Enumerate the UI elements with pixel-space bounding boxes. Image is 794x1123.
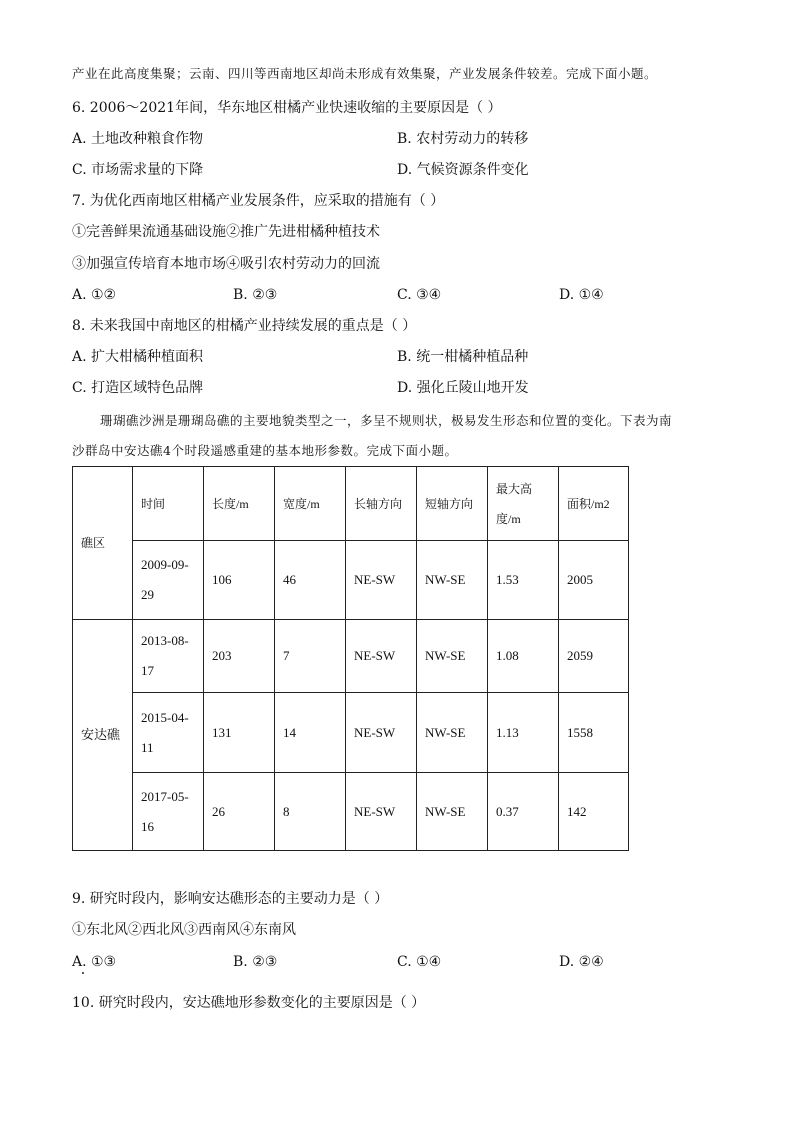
q7-option-c: C. ③④ (397, 287, 442, 303)
row-2-long-axis: NE-SW (346, 620, 417, 693)
region-header-cell: 礁区 (73, 467, 133, 620)
row-1-long-axis: NE-SW (346, 541, 417, 620)
table-row (73, 541, 629, 620)
header-max-height: 最大高度/m (488, 467, 559, 541)
row-2-width: 7 (275, 620, 346, 693)
question-9-stem: 9. 研究时段内，影响安达礁形态的主要动力是（ ） (72, 891, 389, 907)
header-length: 长度/m (204, 467, 275, 541)
intro-paragraph-2-line-1: 珊瑚礁沙洲是珊瑚岛礁的主要地貌类型之一，多呈不规则状，极易发生形态和位置的变化。下表为南 (100, 413, 673, 428)
table-header-row (73, 467, 629, 541)
q7-option-a: A. ①② (72, 287, 117, 303)
row-4-long-axis: NE-SW (346, 773, 417, 851)
row-4-time: 2017-05-16 (133, 773, 204, 851)
row-2-area: 2059 (559, 620, 629, 693)
table-row (73, 773, 629, 851)
question-6-stem: 6. 2006～2021年间，华东地区柑橘产业快速收缩的主要原因是（ ） (72, 100, 502, 116)
row-4-length: 26 (204, 773, 275, 851)
header-time: 时间 (133, 467, 204, 541)
q8-option-d: D. 强化丘陵山地开发 (397, 380, 529, 396)
q7-option-b: B. ②③ (233, 287, 278, 303)
question-7-stem: 7. 为优化西南地区柑橘产业发展条件，应采取的措施有（ ） (72, 193, 445, 209)
table-row (73, 693, 629, 773)
row-2-length: 203 (204, 620, 275, 693)
row-1-time: 2009-09-29 (133, 541, 204, 620)
region-name-cell: 安达礁 (73, 620, 133, 851)
reef-parameter-table (72, 466, 629, 851)
row-2-short-axis: NW-SE (417, 620, 488, 693)
q8-option-b: B. 统一柑橘种植品种 (397, 349, 529, 365)
row-3-time: 2015-04-11 (133, 693, 204, 773)
q8-option-a: A. 扩大柑橘种植面积 (72, 349, 204, 365)
header-short-axis: 短轴方向 (417, 467, 488, 541)
question-8-stem: 8. 未来我国中南地区的柑橘产业持续发展的重点是（ ） (72, 318, 417, 334)
row-3-short-axis: NW-SE (417, 693, 488, 773)
header-area: 面积/m2 (559, 467, 629, 541)
row-3-long-axis: NE-SW (346, 693, 417, 773)
row-1-length: 106 (204, 541, 275, 620)
row-4-width: 8 (275, 773, 346, 851)
q6-option-a: A. 土地改种粮食作物 (72, 131, 204, 147)
q7-items-line-2: ③加强宣传培育本地市场④吸引农村劳动力的回流 (72, 256, 380, 272)
row-2-max-height: 1.08 (488, 620, 559, 693)
q9-option-a: A. ①③ (72, 954, 117, 970)
row-2-time: 2013-08-17 (133, 620, 204, 693)
q6-option-d: D. 气候资源条件变化 (397, 162, 529, 178)
row-1-area: 2005 (559, 541, 629, 620)
row-4-area: 142 (559, 773, 629, 851)
row-1-max-height: 1.53 (488, 541, 559, 620)
q7-items-line-1: ①完善鲜果流通基础设施②推广先进柑橘种植技术 (72, 224, 380, 240)
q9-items: ①东北风②西北风③西南风④东南风 (72, 922, 296, 938)
q6-option-c: C. 市场需求量的下降 (72, 162, 204, 178)
q7-option-d: D. ①④ (559, 287, 604, 303)
intro-paragraph-2-line-2: 沙群岛中安达礁4个时段遥感重建的基本地形参数。完成下面小题。 (72, 443, 458, 458)
table-row (73, 620, 629, 693)
row-1-short-axis: NW-SE (417, 541, 488, 620)
q6-option-b: B. 农村劳动力的转移 (397, 131, 529, 147)
header-long-axis: 长轴方向 (346, 467, 417, 541)
row-4-short-axis: NW-SE (417, 773, 488, 851)
question-10-stem: 10. 研究时段内，安达礁地形参数变化的主要原因是（ ） (72, 995, 426, 1011)
row-3-width: 14 (275, 693, 346, 773)
row-3-length: 131 (204, 693, 275, 773)
header-width: 宽度/m (275, 467, 346, 541)
row-3-max-height: 1.13 (488, 693, 559, 773)
row-4-max-height: 0.37 (488, 773, 559, 851)
q8-option-c: C. 打造区域特色品牌 (72, 380, 204, 396)
stray-dot (82, 972, 84, 974)
q9-option-d: D. ②④ (559, 954, 604, 970)
row-3-area: 1558 (559, 693, 629, 773)
q9-option-b: B. ②③ (233, 954, 278, 970)
row-1-width: 46 (275, 541, 346, 620)
intro-paragraph-1: 产业在此高度集聚；云南、四川等西南地区却尚未形成有效集聚，产业发展条件较差。完成下面小题。 (72, 66, 658, 81)
q9-option-c: C. ①④ (397, 954, 442, 970)
